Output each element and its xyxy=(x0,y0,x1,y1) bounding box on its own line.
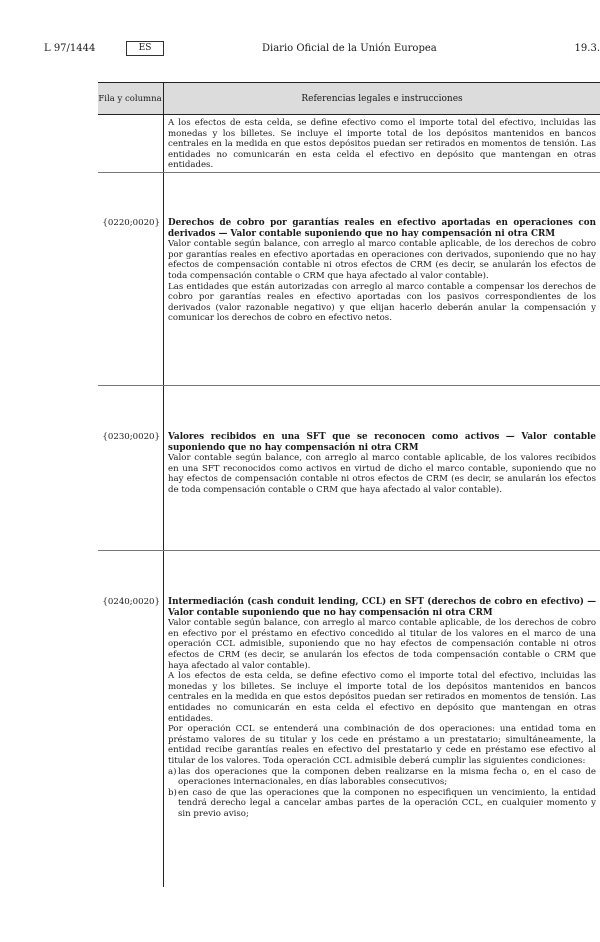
journal-title: Diario Oficial de la Unión Europea xyxy=(262,43,437,54)
column-divider xyxy=(163,82,164,887)
row-divider xyxy=(98,172,600,173)
list-item xyxy=(168,788,596,820)
language-badge: ES xyxy=(126,41,164,56)
instructions-table xyxy=(98,82,600,115)
row-heading: Derechos de cobro por garantías reales en efectivo aportadas en operaciones con derivados — Valor contable suponiendo que no hay compensación ni otra CRM xyxy=(168,218,596,239)
column-header-references: Referencias legales e instrucciones xyxy=(301,93,463,104)
row-divider xyxy=(98,550,600,551)
paragraph: Valor contable según balance, con arreglo al marco contable aplicable, de los derechos de cobro por garantías reales en efectivo aportadas en operaciones con derivados, suponiendo que no hay efectos de compensación contable ni otros efectos de CRM (es decir, se anularán los efectos de toda compensación contable o CRM que haya afectado al valor contable). xyxy=(168,239,596,281)
row-code: {0230;0020} xyxy=(102,432,160,442)
table-header xyxy=(98,82,600,115)
row-code: {0240;0020} xyxy=(102,597,160,607)
row-description xyxy=(168,218,596,324)
list-text: en caso de que las operaciones que la componen no especifiquen un vencimiento, la entidad tendrá derecho legal a cancelar ambas partes de la operación CCL, en cualquier momento y sin previo aviso; xyxy=(178,787,596,819)
row-divider xyxy=(98,385,600,386)
column-header-row-column: Fila y columna xyxy=(98,93,162,104)
paragraph: Por operación CCL se entenderá una combinación de dos operaciones: una entidad toma en préstamo valores de su titular y los cede en préstamo a un prestatario; simultáneamente, la entidad recibe garantías reales en efectivo del prestatario y cede en préstamo ese efectivo al titular de los valores. Toda operación CCL admisible deberá cumplir las siguientes condiciones: xyxy=(168,724,596,766)
paragraph: Valor contable según balance, con arreglo al marco contable aplicable, de los derechos de cobro en efectivo por el préstamo en efectivo concedido al titular de los valores en el marco de una operación CCL admisible, suponiendo que no hay efectos de compensación contable ni otros efectos de CRM (es decir, se anularán los efectos de toda compensación contable o CRM que haya afectado al valor contable). xyxy=(168,618,596,671)
row-description xyxy=(168,118,596,171)
row-description xyxy=(168,432,596,496)
list-text: las dos operaciones que la componen deben realizarse en la misma fecha o, en el caso de operaciones internacionales, en días laborables consecutivos; xyxy=(178,766,596,788)
paragraph: A los efectos de esta celda, se define efectivo como el importe total del efectivo, incluidas las monedas y los billetes. Se incluye el importe total de los depósitos mantenidos en bancos centrales en la medida en que estos depósitos puedan ser retirados en momentos de tensión. Las entidades no comunicarán en esta celda el efectivo en depósito que mantengan en otras entidades. xyxy=(168,118,596,171)
row-heading: Valores recibidos en una SFT que se reconocen como activos — Valor contable suponiendo que no hay compensación ni otra CRM xyxy=(168,432,596,453)
paragraph: Valor contable según balance, con arreglo al marco contable aplicable, de los valores recibidos en una SFT reconocidos como activos en virtud de dicho el marco contable, suponiendo que no hay efectos de compensación contable ni otros efectos de CRM (es decir, se anularán los efectos de toda compensación contable o CRM que haya afectado al valor contable). xyxy=(168,453,596,495)
list-marker: a) xyxy=(168,766,177,777)
publication-date: 19.3. xyxy=(574,43,600,54)
row-description xyxy=(168,597,596,819)
list-item xyxy=(168,767,596,788)
paragraph: A los efectos de esta celda, se define efectivo como el importe total del efectivo, incluidas las monedas y los billetes. Se incluye el importe total de los depósitos mantenidos en bancos centrales en la medida en que estos depósitos puedan ser retirados en momentos de tensión. Las entidades no comunicarán en esta celda el efectivo en depósito que mantengan en otras entidades. xyxy=(168,671,596,724)
row-code: {0220;0020} xyxy=(102,218,160,228)
paragraph: Las entidades que están autorizadas con arreglo al marco contable a compensar los derechos de cobro por garantías reales en efectivo aportadas con los pasivos correspondientes de los derivados (valor razonable negativo) y que elijan hacerlo deberán anular la compensación y comunicar los derechos de cobro en efectivo netos. xyxy=(168,281,596,324)
journal-reference: L 97/1444 xyxy=(44,43,96,54)
list-marker: b) xyxy=(168,787,177,798)
page-header xyxy=(44,43,600,57)
row-heading: Intermediación (cash conduit lending, CCL) en SFT (derechos de cobro en efectivo) — Valor contable suponiendo que no hay compensación ni otra CRM xyxy=(168,597,596,618)
